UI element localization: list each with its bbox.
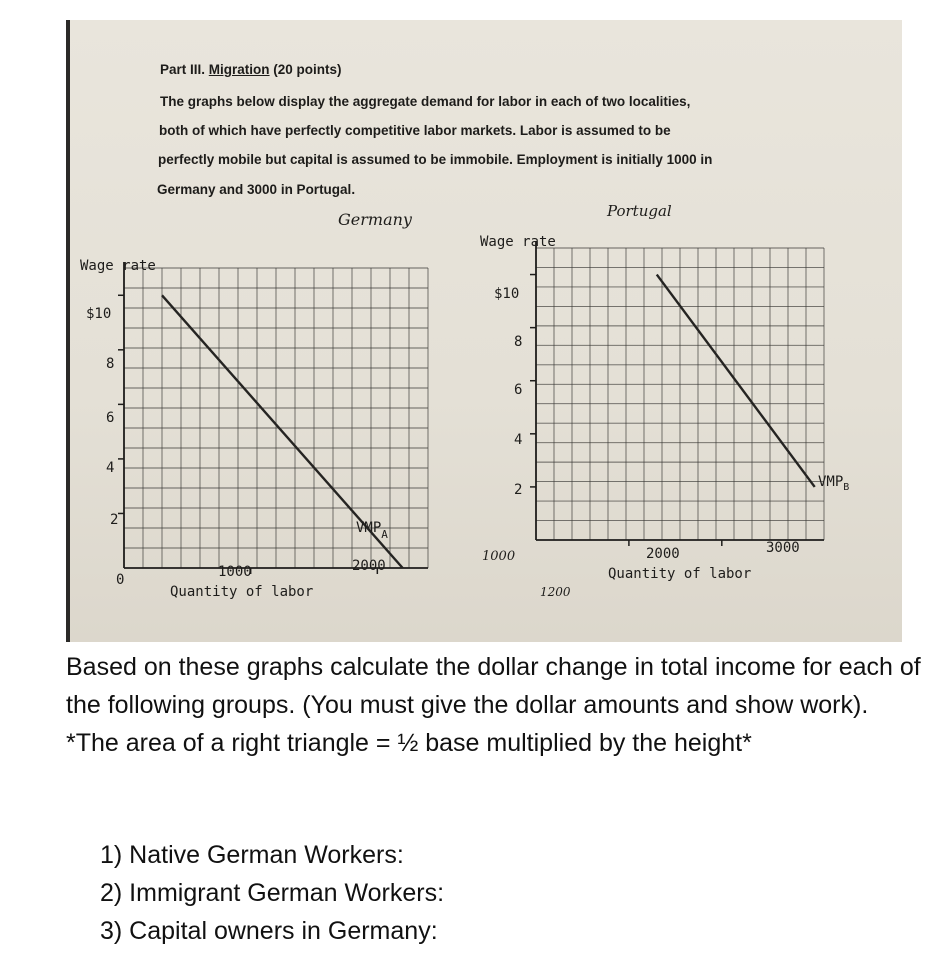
handwritten-1000: 1000 (482, 549, 516, 564)
portugal-ytick-4: 4 (514, 432, 523, 448)
intro-line-3: perfectly mobile but capital is assumed to be immobile. Employment is initially 1000 in (158, 152, 713, 167)
germany-ytick-4: 4 (106, 460, 115, 476)
portugal-ytick-10: $10 (494, 286, 520, 302)
graphs-svg (66, 20, 902, 642)
question-item-2: 2) Immigrant German Workers: (100, 879, 445, 907)
germany-ylabel: Wage rate (80, 258, 156, 274)
germany-title: Germany (338, 210, 412, 229)
question-prompt: Based on these graphs calculate the dollar change in total income for each of the following groups. (You must give the dollar amounts and show work). (66, 653, 921, 719)
germany-xtick-1000: 1000 (218, 564, 252, 580)
intro-line-4: Germany and 3000 in Portugal. (157, 182, 356, 197)
germany-xlabel: Quantity of labor (170, 584, 314, 600)
germany-ytick-2: 2 (110, 512, 119, 528)
germany-origin: 0 (116, 572, 125, 588)
germany-ytick-6: 6 (106, 410, 115, 426)
question-text (66, 648, 926, 762)
portugal-graph (530, 242, 824, 546)
intro-line-2: both of which have perfectly competitive labor markets. Labor is assumed to be (159, 123, 671, 138)
handwritten-1200: 1200 (540, 585, 571, 599)
portugal-ytick-2: 2 (514, 482, 523, 498)
portugal-xlabel: Quantity of labor (608, 566, 752, 582)
germany-ytick-8: 8 (106, 356, 115, 372)
portugal-xtick-2000: 2000 (646, 546, 680, 562)
part-label: Part III. (160, 62, 206, 77)
part-title: Migration (208, 62, 270, 77)
question-item-3: 3) Capital owners in Germany: (100, 917, 438, 945)
question-item-1: 1) Native German Workers: (100, 841, 404, 869)
germany-curve-label: $VMP_A$ (356, 520, 388, 541)
question-hint: *The area of a right triangle = ½ base multiplied by the height* (66, 729, 752, 757)
worksheet-photo (66, 20, 902, 642)
intro-line-1: The graphs below display the aggregate demand for labor in each of two localities, (160, 94, 691, 109)
portugal-xtick-3000: 3000 (766, 540, 800, 556)
question-list (100, 836, 444, 950)
portugal-ytick-6: 6 (514, 382, 523, 398)
germany-ytick-10: $10 (86, 306, 112, 322)
portugal-title: Portugal (607, 202, 672, 220)
germany-xtick-2000: 2000 (352, 558, 386, 574)
portugal-ylabel: Wage rate (480, 234, 556, 250)
portugal-curve-label: $VMP_B$ (818, 474, 850, 493)
part-points: (20 points) (273, 62, 342, 77)
portugal-ytick-8: 8 (514, 334, 523, 350)
